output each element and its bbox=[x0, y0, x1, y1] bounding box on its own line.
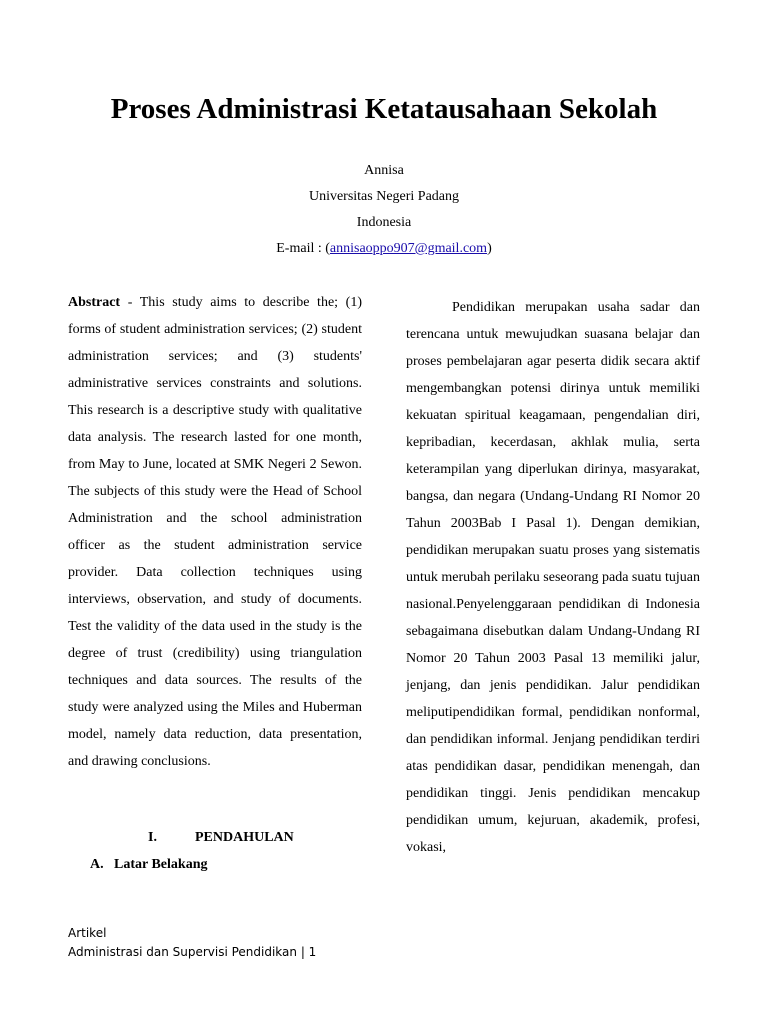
section-heading bbox=[148, 826, 294, 850]
footer-line-2: Administrasi dan Supervisi Pendidikan | 1 bbox=[68, 945, 317, 959]
author-block bbox=[0, 158, 768, 262]
abstract-text: - This study aims to describe the; (1) forms of student administration services; (2) student administration services; and (3) students' administrative services constraints and solutions. This research is a descriptive study with qualitative data analysis. The research lasted for one month, from May to June, located at SMK Negeri 2 Sewon. The subjects of this study were the Head of School Administration and the school administration officer as the student administration service provider. Data collection techniques using interviews, observation, and study of documents. Test the validity of the data used in the study is the degree of trust (credibility) using triangulation techniques and data sources. The results of the study were analyzed using the Miles and Huberman model, namely data reduction, data presentation, and drawing conclusions. bbox=[68, 295, 362, 769]
section-title: PENDAHULAN bbox=[195, 830, 294, 845]
abstract-column bbox=[68, 289, 362, 775]
author-name: Annisa bbox=[364, 163, 404, 178]
email-prefix: E-mail : ( bbox=[276, 241, 330, 256]
section-number: I. bbox=[148, 830, 157, 845]
abstract-paragraph bbox=[68, 289, 362, 775]
subsection-letter: A. bbox=[90, 857, 104, 872]
footer-line-1: Artikel bbox=[68, 926, 107, 940]
author-email-line bbox=[0, 236, 768, 262]
paper-title: Proses Administrasi Ketatausahaan Sekolah bbox=[110, 93, 658, 125]
subsection-heading bbox=[90, 853, 207, 877]
intro-column bbox=[406, 294, 700, 861]
intro-paragraph: Pendidikan merupakan usaha sadar dan terencana untuk mewujudkan suasana belajar dan proses pembelajaran agar peserta didik secara aktif mengembangkan potensi dirinya untuk memiliki kekuatan spiritual keagamaan, pengendalian diri, kepribadian, kecerdasan, akhlak mulia, serta keterampilan yang diperlukan dirinya, masyarakat, bangsa, dan negara (Undang-Undang RI Nomor 20 Tahun 2003Bab I Pasal 1). Dengan demikian, pendidikan merupakan suatu proses yang sistematis untuk merubah perilaku seseorang pada suatu tujuan nasional.Penyelenggaraan pendidikan di Indonesia sebagaimana disebutkan dalam Undang-Undang RI Nomor 20 Tahun 2003 Pasal 13 memiliki jalur, jenjang, dan jenis pendidikan. Jalur pendidikan meliputipendidikan formal, pendidikan nonformal, dan pendidikan informal. Jenjang pendidikan terdiri atas pendidikan dasar, pendidikan menengah, dan pendidikan tinggi. Jenis pendidikan mencakup pendidikan umum, kejuruan, akademik, profesi, vokasi, bbox=[406, 300, 700, 855]
page-footer bbox=[68, 924, 316, 962]
author-country: Indonesia bbox=[356, 215, 412, 230]
author-affiliation: Universitas Negeri Padang bbox=[308, 189, 460, 204]
abstract-label: Abstract bbox=[68, 295, 121, 310]
email-suffix: ) bbox=[487, 241, 492, 256]
subsection-title: Latar Belakang bbox=[114, 857, 208, 872]
email-link[interactable]: annisaoppo907@gmail.com bbox=[329, 241, 488, 256]
